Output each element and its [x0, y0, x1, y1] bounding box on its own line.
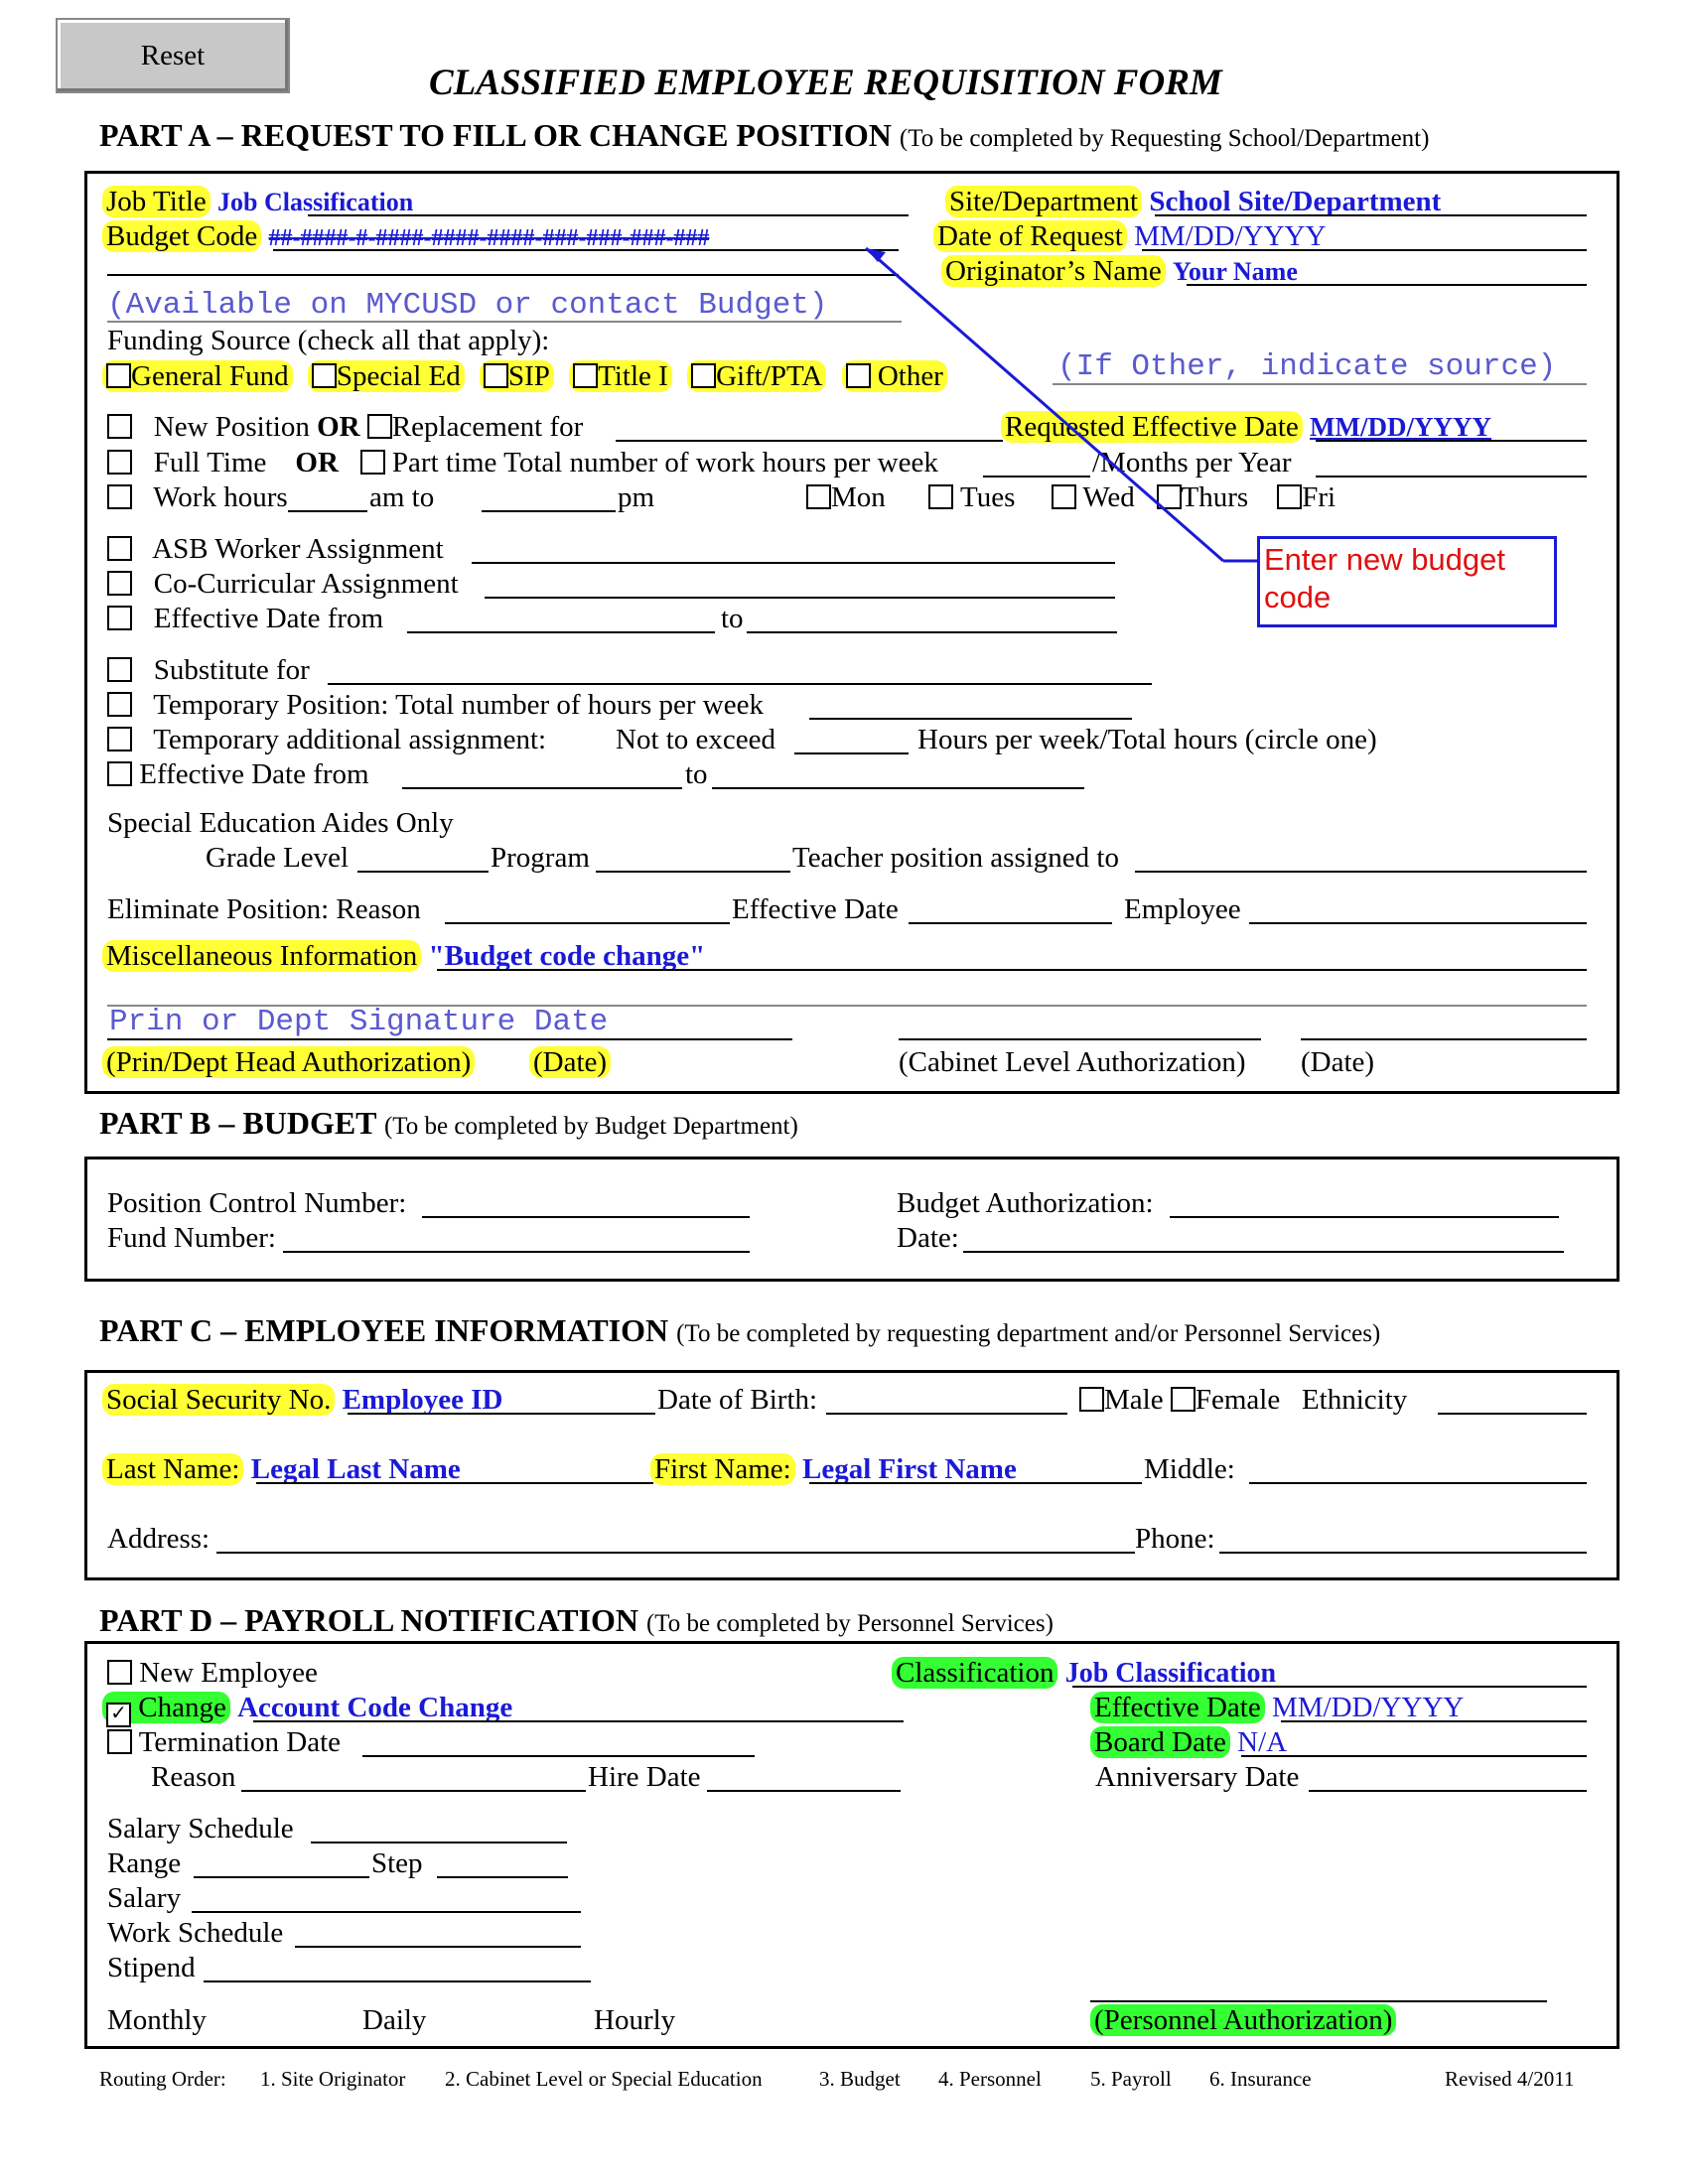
cabinet-date-line [1301, 1038, 1587, 1040]
date-request-field[interactable]: MM/DD/YYYY [1134, 220, 1327, 252]
hourly-label: Hourly [594, 2004, 676, 2036]
budget-code-label: Budget Code [102, 220, 261, 252]
funding-title-i[interactable]: Title I [569, 360, 672, 392]
personnel-sig-line [1090, 2000, 1547, 2002]
months-label: /Months per Year [1092, 447, 1292, 478]
salary-line [192, 1911, 581, 1913]
new-position-row: New Position OR Replacement for [107, 410, 583, 444]
route-step-3: 3. Budget [819, 2067, 901, 2091]
funding-gift-pta[interactable]: Gift/PTA [687, 360, 826, 392]
classification-line [1072, 1686, 1587, 1688]
budget-code-field[interactable]: ##-####-#-####-####-####-###-###-###-### [268, 225, 710, 251]
budget-date-label: Date: [897, 1222, 959, 1254]
reset-button[interactable]: Reset [56, 18, 290, 93]
reason-label: Reason [151, 1761, 236, 1793]
fund-number-label: Fund Number: [107, 1222, 276, 1254]
hours-circle: Hours per week/Total hours (circle one) [917, 724, 1377, 755]
originator-label: Originator’s Name [941, 255, 1166, 287]
ethnicity-line [1438, 1413, 1587, 1415]
temp-position-row: Temporary Position: Total number of hours per week [107, 688, 764, 722]
originator-field[interactable]: Your Name [1172, 257, 1298, 286]
termination-checkbox[interactable] [107, 1729, 132, 1754]
d-eff-date-line [1281, 1720, 1587, 1722]
new-employee-row: New Employee [107, 1656, 318, 1690]
employee-line [1249, 922, 1587, 924]
pm-label: pm [618, 481, 655, 513]
full-time-row: Full Time OR Part time Total number of work hours per week [107, 446, 938, 479]
temp-position-checkbox[interactable] [107, 692, 132, 717]
first-name-row [650, 1452, 1017, 1486]
d-eff-date-field[interactable]: MM/DD/YYYY [1271, 1692, 1465, 1723]
termination-line [362, 1755, 755, 1757]
eliminate-eff-line [909, 922, 1112, 924]
new-employee-checkbox[interactable] [107, 1660, 132, 1685]
signature-note: Prin or Dept Signature Date [109, 1005, 609, 1039]
work-schedule-label: Work Schedule [107, 1917, 284, 1949]
monthly-label: Monthly [107, 2004, 207, 2036]
gender-row: Male Female Ethnicity [1079, 1383, 1407, 1417]
phone-line [1219, 1552, 1587, 1554]
first-name-label: First Name: [650, 1453, 795, 1485]
funding-other[interactable]: Other [842, 360, 947, 392]
misc-line [437, 969, 1587, 971]
position-control-line [422, 1216, 750, 1218]
eff-to2-label: to [685, 758, 708, 790]
cabinet-date-label: (Date) [1301, 1046, 1375, 1078]
eff-to2-line [712, 787, 1084, 789]
req-eff-date-field[interactable]: MM/DD/YYYY [1310, 412, 1491, 442]
misc-field[interactable]: "Budget code change" [428, 940, 706, 972]
budget-auth-label: Budget Authorization: [897, 1187, 1154, 1219]
job-title-label: Job Title [102, 186, 211, 217]
board-date-field[interactable]: N/A [1237, 1726, 1288, 1758]
cabinet-auth-label: (Cabinet Level Authorization) [899, 1046, 1246, 1078]
part-a-heading: PART A – REQUEST TO FILL OR CHANGE POSITION (To be completed by Requesting School/Department) [99, 117, 1430, 153]
step-label: Step [371, 1847, 423, 1879]
first-name-line [809, 1482, 1142, 1484]
not-to-exceed-line [794, 752, 909, 754]
funding-general-fund[interactable]: General Fund [102, 360, 293, 392]
route-step-4: 4. Personnel [938, 2067, 1042, 2091]
range-line [194, 1876, 369, 1878]
anniversary-label: Anniversary Date [1095, 1761, 1300, 1793]
date-request-label: Date of Request [933, 220, 1127, 252]
cocurricular-row: Co-Curricular Assignment [107, 567, 459, 601]
d-eff-date-label: Effective Date [1090, 1692, 1265, 1723]
eff-from2-checkbox[interactable] [107, 761, 132, 786]
last-name-label: Last Name: [102, 1453, 243, 1485]
budget-date-line [963, 1251, 1564, 1253]
grade-level-line [357, 871, 489, 873]
eff-from2-row: Effective Date from [107, 757, 369, 791]
employee-label: Employee [1124, 893, 1241, 925]
prin-date-label: (Date) [529, 1045, 611, 1079]
dob-label: Date of Birth: [657, 1384, 818, 1416]
grade-level-label: Grade Level [206, 842, 350, 874]
program-label: Program [491, 842, 590, 874]
temp-position-line [809, 718, 1132, 720]
last-name-line [256, 1482, 653, 1484]
phone-label: Phone: [1135, 1523, 1215, 1555]
termination-row: Termination Date [107, 1725, 341, 1759]
other-note: (If Other, indicate source) [1057, 349, 1557, 384]
reason-line [241, 1790, 586, 1792]
budget-auth-line [1170, 1216, 1559, 1218]
ssn-line [348, 1413, 655, 1415]
stipend-line [204, 1980, 591, 1982]
eliminate-reason-line [445, 922, 730, 924]
cabinet-sig-line [899, 1038, 1261, 1040]
d-eff-date-row [1090, 1691, 1464, 1724]
day-checkboxes: Mon Tues Wed Thurs Fri [806, 480, 1336, 514]
part-c-heading: PART C – EMPLOYEE INFORMATION (To be completed by requesting department and/or Personnel Services) [99, 1312, 1381, 1348]
ssn-row [102, 1383, 503, 1417]
dob-line [826, 1413, 1067, 1415]
misc-label: Miscellaneous Information [102, 940, 421, 972]
sped-aides-label: Special Education Aides Only [107, 807, 454, 839]
asb-row: ASB Worker Assignment [107, 532, 444, 566]
eff-to-label: to [721, 603, 744, 634]
board-date-label: Board Date [1090, 1726, 1230, 1758]
route-step-6: 6. Insurance [1209, 2067, 1312, 2091]
funding-special-ed[interactable]: Special Ed [308, 360, 465, 392]
funding-label: Funding Source (check all that apply): [107, 325, 550, 356]
ssn-field[interactable]: Employee ID [342, 1384, 503, 1416]
last-name-row [102, 1452, 461, 1486]
change-label: Change [138, 1692, 226, 1723]
middle-line [1249, 1482, 1587, 1484]
female-checkbox[interactable] [1171, 1387, 1196, 1412]
first-name-field[interactable]: Legal First Name [802, 1453, 1017, 1485]
substitute-row: Substitute for [107, 653, 310, 687]
available-note: (Available on MYCUSD or contact Budget) [107, 288, 828, 323]
position-control-label: Position Control Number: [107, 1187, 407, 1219]
salary-label: Salary [107, 1882, 182, 1914]
anniversary-line [1309, 1790, 1587, 1792]
route-step-5: 5. Payroll [1090, 2067, 1172, 2091]
eff-from2-line [402, 787, 682, 789]
classification-label: Classification [892, 1657, 1057, 1689]
eliminate-eff-label: Effective Date [732, 893, 899, 925]
salary-schedule-label: Salary Schedule [107, 1813, 294, 1844]
not-to-exceed: Not to exceed [616, 724, 776, 755]
hire-date-line [707, 1790, 901, 1792]
last-name-field[interactable]: Legal Last Name [250, 1453, 461, 1485]
misc-row [102, 939, 705, 973]
am-to-label: am to [369, 481, 435, 513]
work-schedule-line [295, 1946, 581, 1948]
change-checkbox[interactable]: ✓ [106, 1703, 131, 1727]
site-label: Site/Department [945, 186, 1142, 217]
range-label: Range [107, 1847, 182, 1879]
daily-label: Daily [362, 2004, 427, 2036]
stipend-label: Stipend [107, 1952, 196, 1983]
form-title: CLASSIFIED EMPLOYEE REQUISITION FORM [429, 63, 1222, 103]
temp-additional-row: Temporary additional assignment: [107, 723, 546, 756]
prin-auth-label: (Prin/Dept Head Authorization) [102, 1045, 475, 1079]
work-hours-row: Work hours [107, 480, 288, 514]
male-checkbox[interactable] [1079, 1387, 1104, 1412]
hire-date-label: Hire Date [588, 1761, 701, 1793]
change-line [253, 1720, 904, 1722]
prin-sig-line [107, 1038, 792, 1040]
board-date-line [1241, 1755, 1587, 1757]
fund-number-line [283, 1251, 750, 1253]
address-label: Address: [107, 1523, 211, 1555]
program-line [596, 871, 790, 873]
change-field[interactable]: Account Code Change [237, 1692, 513, 1723]
route-step-1: 1. Site Originator [260, 2067, 406, 2091]
address-line [216, 1552, 1135, 1554]
revised-label: Revised 4/2011 [1445, 2067, 1575, 2091]
route-step-2: 2. Cabinet Level or Special Education [445, 2067, 763, 2091]
temp-additional-checkbox[interactable] [107, 727, 132, 751]
salary-schedule-line [311, 1842, 567, 1843]
board-date-row [1090, 1725, 1287, 1759]
teacher-position-label: Teacher position assigned to [792, 842, 1119, 874]
part-d-heading: PART D – PAYROLL NOTIFICATION (To be completed by Personnel Services) [99, 1602, 1054, 1638]
personnel-auth-label: (Personnel Authorization) [1090, 2003, 1396, 2037]
job-title-field[interactable]: Job Classification [217, 188, 414, 216]
middle-label: Middle: [1144, 1453, 1235, 1485]
funding-sip[interactable]: SIP [480, 360, 554, 392]
site-field[interactable]: School Site/Department [1149, 186, 1442, 217]
req-eff-date-label: Requested Effective Date [1001, 411, 1303, 443]
classification-field[interactable]: Job Classification [1064, 1658, 1277, 1689]
routing-label: Routing Order: [99, 2067, 226, 2091]
budget-callout: Enter new budget code [1257, 536, 1557, 627]
eff-from-row: Effective Date from [107, 602, 383, 635]
eliminate-label: Eliminate Position: Reason [107, 893, 421, 925]
teacher-position-line [1135, 871, 1587, 873]
part-b-heading: PART B – BUDGET (To be completed by Budget Department) [99, 1105, 798, 1141]
ssn-label: Social Security No. [102, 1384, 335, 1416]
step-line [437, 1876, 568, 1878]
